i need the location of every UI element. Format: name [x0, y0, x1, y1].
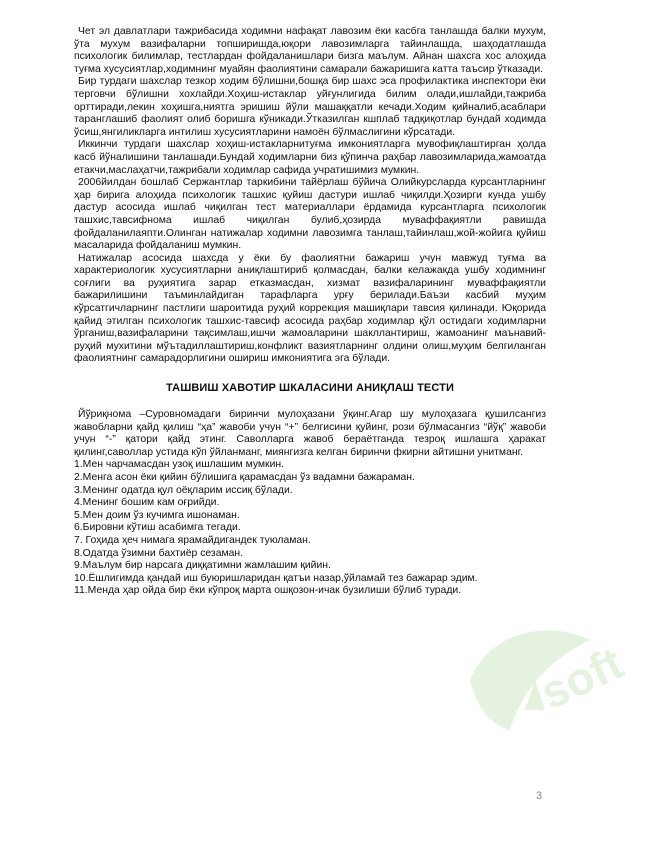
paragraph-2: Бир турдаги шахслар тезкор ходим бўлишни,бошқа бир шахс эса профилактика инспектори ёки терговчи бўлишни хохлайди.Хоҳиш-истаклар уйғунлигида билим олади,ишлайди,тажриба орттиради,лекин хоҳишга,ниятга эришиш йўли машаққатли кечади.Ходим қийналиб,асаблари таранглашиб фаолият олиб боришга кўникади.Ўтказилган кшплаб тадқиқотлар бундай ходимда ўсиш,янгиликларга интилиш хусусиятларини намоён бўлмаслигини кўрсатади. [74, 76, 546, 138]
page-number: 3 [536, 790, 543, 802]
question-item: 3.Менинг одатда қул оёқларим иссиқ бўлади. [74, 484, 293, 496]
question-list [74, 459, 546, 598]
svg-text:soft: soft [532, 636, 631, 720]
question-item: 7. Гоҳида ҳеч нимага ярамайдигандек туюламан. [74, 534, 311, 546]
question-item: 9.Маълум бир нарсага диққатимни жамлашим қийин. [74, 560, 331, 572]
paragraph-5: Натижалар асосида шахсда у ёки бу фаолиятни бажариш учун мавжуд туғма ва характериологик хусусиятларни аниқлаштириб қолмасдан, балки келажакда ушбу ходимнинг соғлиги ва руҳиятига зарар етказмасдан, хизмат вазифаларининг муваффақиятли бажарилишини таъминлайдиган тарафларга урғу берилади.Баъзи касбий муҳим кўрсатгичларнинг пастлиги шароитида руҳий коррекция машиқлари тавсия қилинади. Юқорида қайид этилган психологик ташхис-тавсиф асосида раҳбар ходимлар қўл остидаги ходимларни ўрганиш,вазифаларини тақсимлаш,ишчи жамоаларини шакллантириш, жамоанинг маънавий-руҳий мухитини мўътадиллаштириш,конфликт вазиятларнинг олдини олиш,муҳим белгиланган фаолиятнинг самарадорлигини ошириш имкониятига эга бўлади. [74, 252, 546, 365]
test-title: ТАШВИШ ХАВОТИР ШКАЛАСИНИ АНИҚЛАШ ТЕСТИ [166, 382, 454, 395]
question-item: 1.Мен чарчамасдан узоқ ишлашим мумкин. [74, 459, 285, 471]
paragraph-1: Чет эл давлатлари тажрибасида ходимни нафақат лавозим ёки касбга танлашда балки мухум, ўта мухум вазифаларни топширишда,юқори лавозимларга тайинлашда, шаҳодатлашда психологик билимлар, тестлардан фойдаланишлари бизга маълум. Айнан шахсга хос алоҳида туғма хусусиятлар,ходимнинг муайян фаолиятини самарали бажаришига катта таъсир ўтказади. [74, 26, 546, 75]
question-item: 6.Бировни кўтиш асабимга тегади. [74, 522, 241, 534]
question-item: 4.Менинг бошим кам оғрийди. [74, 497, 220, 509]
question-item: 11.Менда ҳар ойда бир ёки кўпроқ марта ошқозон-ичак бузилиши бўлиб туради. [74, 585, 462, 597]
test-instructions: Йўриқнома –Суровномадаги биринчи мулоҳазани ўқинг.Агар шу мулоҳазага қушилсангиз жавобларни қайд қилиш “ҳа” жавоби учун “+” белгисини қуйинг, рози бўлмасангиз “йўқ” жавоби учун “-” қатори қайд этинг. Саволларга жавоб бераётганда тезроқ ишлашга ҳаракат қилинг,саволлар устида кўп ўйланманг, миянгизга келган биринчи фкирни айтишни унитманг. [74, 409, 546, 458]
question-item: 10.Ёшлигимда қандай иш буюришларидан қатъи назар,ўйламай тез бажарар эдим. [74, 572, 478, 584]
document-page [74, 26, 546, 598]
question-item: 5.Мен доим ўз кучимга ишонаман. [74, 509, 240, 521]
question-item: 2.Менга асон ёки қийин бўлишига қарамасдан ўз вадамни бажараман. [74, 472, 415, 483]
question-item: 8.Одатда ўзимни бахтиёр сезаман. [74, 547, 244, 559]
paragraph-3: Иккинчи турдаги шахслар хоҳиш-истакларнитуғма имкониятларга мувофиқлаштирган ҳолда касб йўналишини танлашади.Бундай ходимларни биз қўпинча раҳбар лавозимларида,жамоатда етакчи,маслаҳатчи,тажрибали ходимлар сафида учратишимиз мумкин. [74, 139, 546, 176]
paragraph-4: 2006йилдан бошлаб Сержантлар таркибини тайёрлаш бўйича Олийкурсларда курсантларнинг ҳар бирига алоҳида психологик ташхис қуйиш дастури ишлаб чиқилди.Ҳозирги кунда ушбу дастур асосида ишлаб чиқилган тест материаллари ёрдамида курсантларга психологик ташхис,тавсифнома ишлаб чиқилган булиб,ҳозирда муваффақиятли равишда фойдаланилаяпти.Олинган натижалар ходимни лавозимга танлаш,тайинлаш,жой-жойига қуйиш масаларида фойдаланиш мумкин. [74, 177, 546, 252]
